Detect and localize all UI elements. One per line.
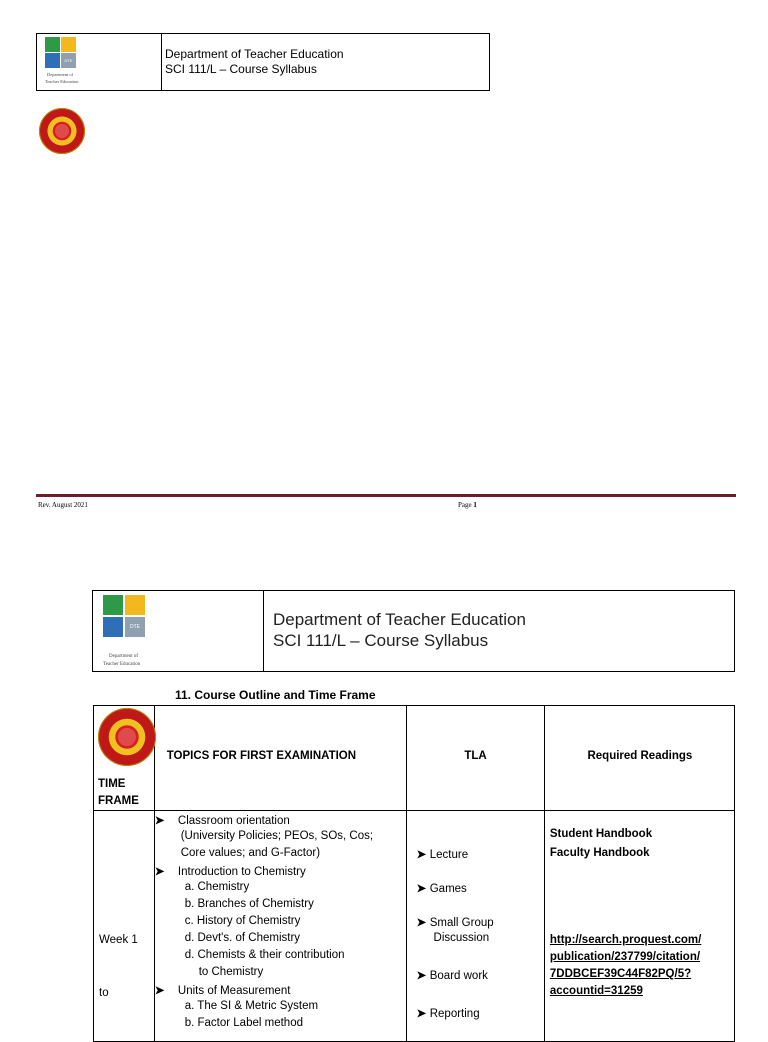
header-readings-label: Required Readings [587, 750, 693, 762]
arrow-bullet-icon: ➤ [416, 970, 427, 982]
page1-header-text [165, 47, 344, 77]
list-item: to Chemistry [198, 966, 264, 978]
table-row [94, 811, 735, 1042]
list-item: b. Branches of Chemistry [184, 898, 314, 910]
reading-item: Faculty Handbook [549, 847, 650, 859]
logo-yellow-quadrant [125, 595, 145, 615]
logo-caption-line1: Department of [109, 654, 139, 659]
dte-logo [103, 595, 163, 669]
dept-title: Department of Teacher Education [273, 610, 526, 629]
arrow-bullet-icon: ➤ [416, 1008, 427, 1020]
page2-header-box [92, 590, 735, 672]
course-title: SCI 111/L – Course Syllabus [273, 631, 489, 650]
header-topics [154, 706, 406, 811]
section-title: 11. Course Outline and Time Frame [175, 688, 376, 702]
list-item: Discussion [433, 932, 490, 944]
cell-readings [544, 811, 734, 1042]
reading-link[interactable]: 7DDBCEF39C44F82PQ/5? [549, 968, 692, 980]
list-item: ➤ Reporting [416, 1008, 480, 1020]
dte-logo [45, 37, 85, 89]
course-title: SCI 111/L – Course Syllabus [165, 62, 317, 76]
arrow-bullet-icon: ➤ [416, 917, 427, 929]
logo-blue-quadrant [103, 617, 123, 637]
university-seal [98, 708, 156, 766]
header-tla-label: TLA [464, 750, 487, 762]
university-seal [39, 108, 85, 154]
page1-header-box [36, 33, 490, 91]
reading-link[interactable]: http://search.proquest.com/ [549, 934, 702, 946]
arrow-bullet-icon: ➤ [416, 883, 427, 895]
list-item: ➤ Lecture [416, 849, 469, 861]
list-item: Core values; and G-Factor) [180, 847, 321, 859]
list-item: ➤ Introduction to Chemistry [154, 866, 306, 878]
footer-revision: Rev. August 2021 [38, 501, 88, 509]
list-item: ➤ Board work [416, 970, 488, 982]
logo-caption-line2: Teacher Education [103, 662, 141, 667]
logo-blue-quadrant [45, 53, 60, 68]
page2-logo-cell [93, 591, 264, 671]
footer-page-number: 1 [473, 501, 477, 509]
time-to-label: to [99, 987, 109, 999]
logo-caption-line2: Teacher Education [45, 79, 79, 84]
logo-green-quadrant [45, 37, 60, 52]
logo-gray-quadrant: DTE [125, 617, 145, 637]
arrow-bullet-icon: ➤ [154, 985, 165, 997]
list-item: a. The SI & Metric System [184, 1000, 319, 1012]
page1-logo-cell [37, 34, 162, 90]
dept-title: Department of Teacher Education [165, 47, 344, 61]
logo-green-quadrant [103, 595, 123, 615]
table-header-row [94, 706, 735, 811]
list-item: ➤ Small Group [416, 917, 494, 929]
cell-time [94, 811, 155, 1042]
cell-topics [154, 811, 406, 1042]
header-time-frame [94, 706, 155, 811]
arrow-bullet-icon: ➤ [154, 815, 165, 827]
arrow-bullet-icon: ➤ [416, 849, 427, 861]
footer-rule [36, 494, 736, 497]
list-item: ➤ Games [416, 883, 467, 895]
logo-caption-line1: Department of [47, 72, 74, 77]
list-item: c. History of Chemistry [184, 915, 301, 927]
course-outline-table [93, 705, 735, 1042]
reading-link[interactable]: accountid=31259 [549, 985, 643, 997]
footer-page [458, 501, 477, 509]
arrow-bullet-icon: ➤ [154, 866, 165, 878]
logo-gray-quadrant: DTE [61, 53, 76, 68]
list-item: d. Chemists & their contribution [184, 949, 345, 961]
list-item: b. Factor Label method [184, 1017, 303, 1029]
list-item: a. Chemistry [184, 881, 250, 893]
footer-page-label: Page [458, 501, 472, 509]
reading-item: Student Handbook [549, 828, 653, 840]
list-item: d. Devt's. of Chemistry [184, 932, 301, 944]
list-item: ➤ Units of Measurement [154, 985, 291, 997]
header-topics-label: TOPICS FOR FIRST EXAMINATION [166, 750, 357, 762]
list-item: (University Policies; PEOs, SOs, Cos; [180, 830, 374, 842]
cell-tla [406, 811, 544, 1042]
time-week-label: Week 1 [99, 934, 138, 946]
list-item: ➤ Classroom orientation [154, 815, 290, 827]
header-tla [406, 706, 544, 811]
header-readings [544, 706, 734, 811]
logo-yellow-quadrant [61, 37, 76, 52]
header-frame-label: FRAME [98, 795, 139, 807]
page2-header-text [273, 609, 526, 651]
header-time-label: TIME [98, 778, 126, 790]
reading-link[interactable]: publication/237799/citation/ [549, 951, 701, 963]
